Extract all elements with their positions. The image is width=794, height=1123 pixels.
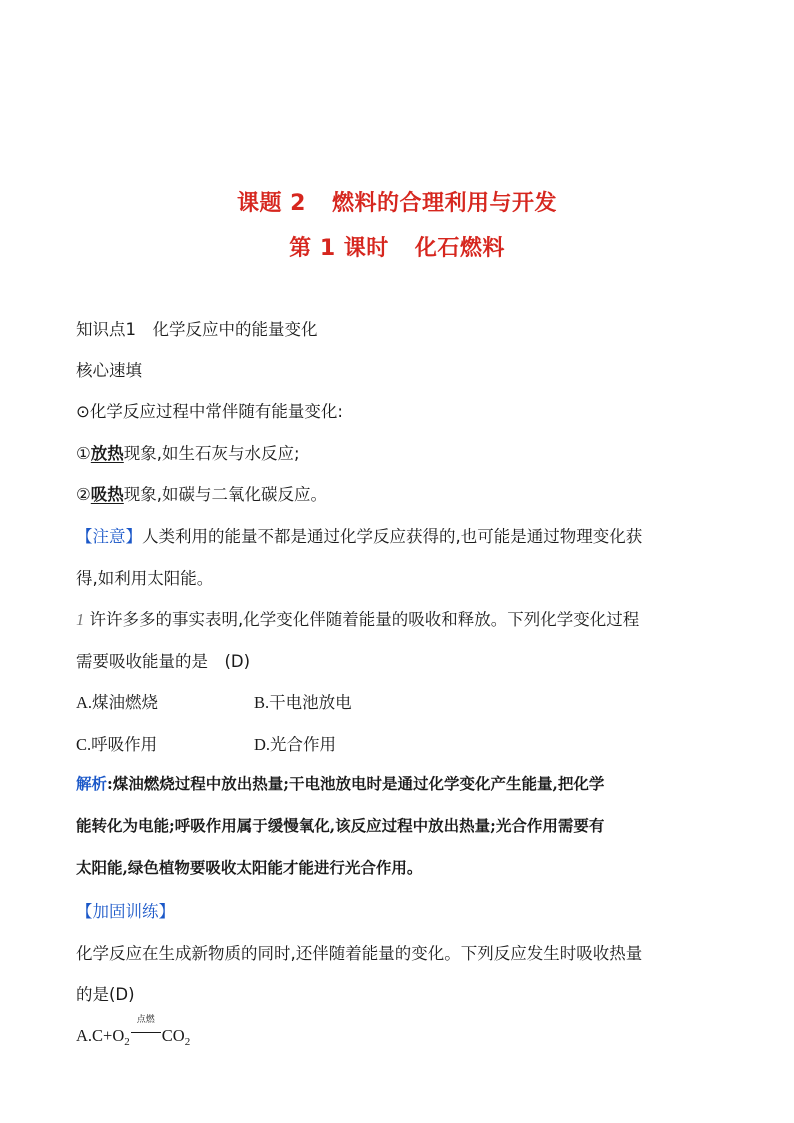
practice-heading: 【加固训练】 [76, 902, 175, 921]
option-a: A.煤油燃烧 [76, 693, 159, 712]
section-name: 化石燃料 [414, 236, 505, 261]
fill-item-2: ②吸热现象,如碳与二氧化碳反应。 [76, 485, 328, 504]
option-d: D.光合作用 [254, 735, 337, 754]
options-row-1 [76, 689, 726, 713]
reaction-condition: 点燃 [136, 1015, 155, 1025]
section-title [0, 231, 794, 262]
question-line-2: 需要吸收能量的是 (D) [76, 652, 251, 671]
practice-line-1: 化学反应在生成新物质的同时,还伴随着能量的变化。下列反应发生时吸收热量 [76, 944, 643, 963]
fill-answer-2: 吸热 [90, 485, 124, 504]
lesson-number: 课题 2 [237, 191, 306, 216]
note-label: 【注意】 [76, 527, 142, 546]
question-line-1: 1 许许多多的事实表明,化学变化伴随着能量的吸收和释放。下列化学变化过程 [76, 610, 640, 629]
lesson-name: 燃料的合理利用与开发 [331, 191, 557, 216]
options-row-2 [76, 731, 726, 755]
reaction-arrow [130, 1015, 162, 1039]
practice-line-2: 的是(D) [76, 985, 135, 1004]
note-line-2: 得,如利用太阳能。 [76, 569, 214, 588]
knowledge-point-heading: 知识点1 化学反应中的能量变化 [76, 320, 318, 339]
analysis-line-3: 太阳能,绿色植物要吸收太阳能才能进行光合作用。 [76, 858, 423, 877]
fill-answer-1: 放热 [90, 444, 124, 463]
core-fill-heading: 核心速填 [76, 361, 142, 380]
intro-text: ⊙化学反应过程中常伴随有能量变化: [76, 402, 343, 421]
analysis-line-2: 能转化为电能;呼吸作用属于缓慢氧化,该反应过程中放出热量;光合作用需要有 [76, 816, 605, 835]
fill-item-1: ①放热现象,如生石灰与水反应; [76, 444, 300, 463]
note-line-1: 【注意】人类利用的能量不都是通过化学反应获得的,也可能是通过物理变化获 [76, 527, 643, 546]
analysis-line-1: 解析:煤油燃烧过程中放出热量;干电池放电时是通过化学变化产生能量,把化学 [76, 774, 605, 793]
section-number: 第 1 课时 [289, 236, 389, 261]
practice-option-a: $A.C+O_2$ 点燃 $CO_2$ [76, 1025, 726, 1048]
option-c: C.呼吸作用 [76, 735, 158, 754]
option-b: B.干电池放电 [254, 693, 352, 712]
question-number: 1 [76, 610, 85, 629]
lesson-title [0, 186, 794, 217]
analysis-label: 解析 [76, 774, 108, 793]
